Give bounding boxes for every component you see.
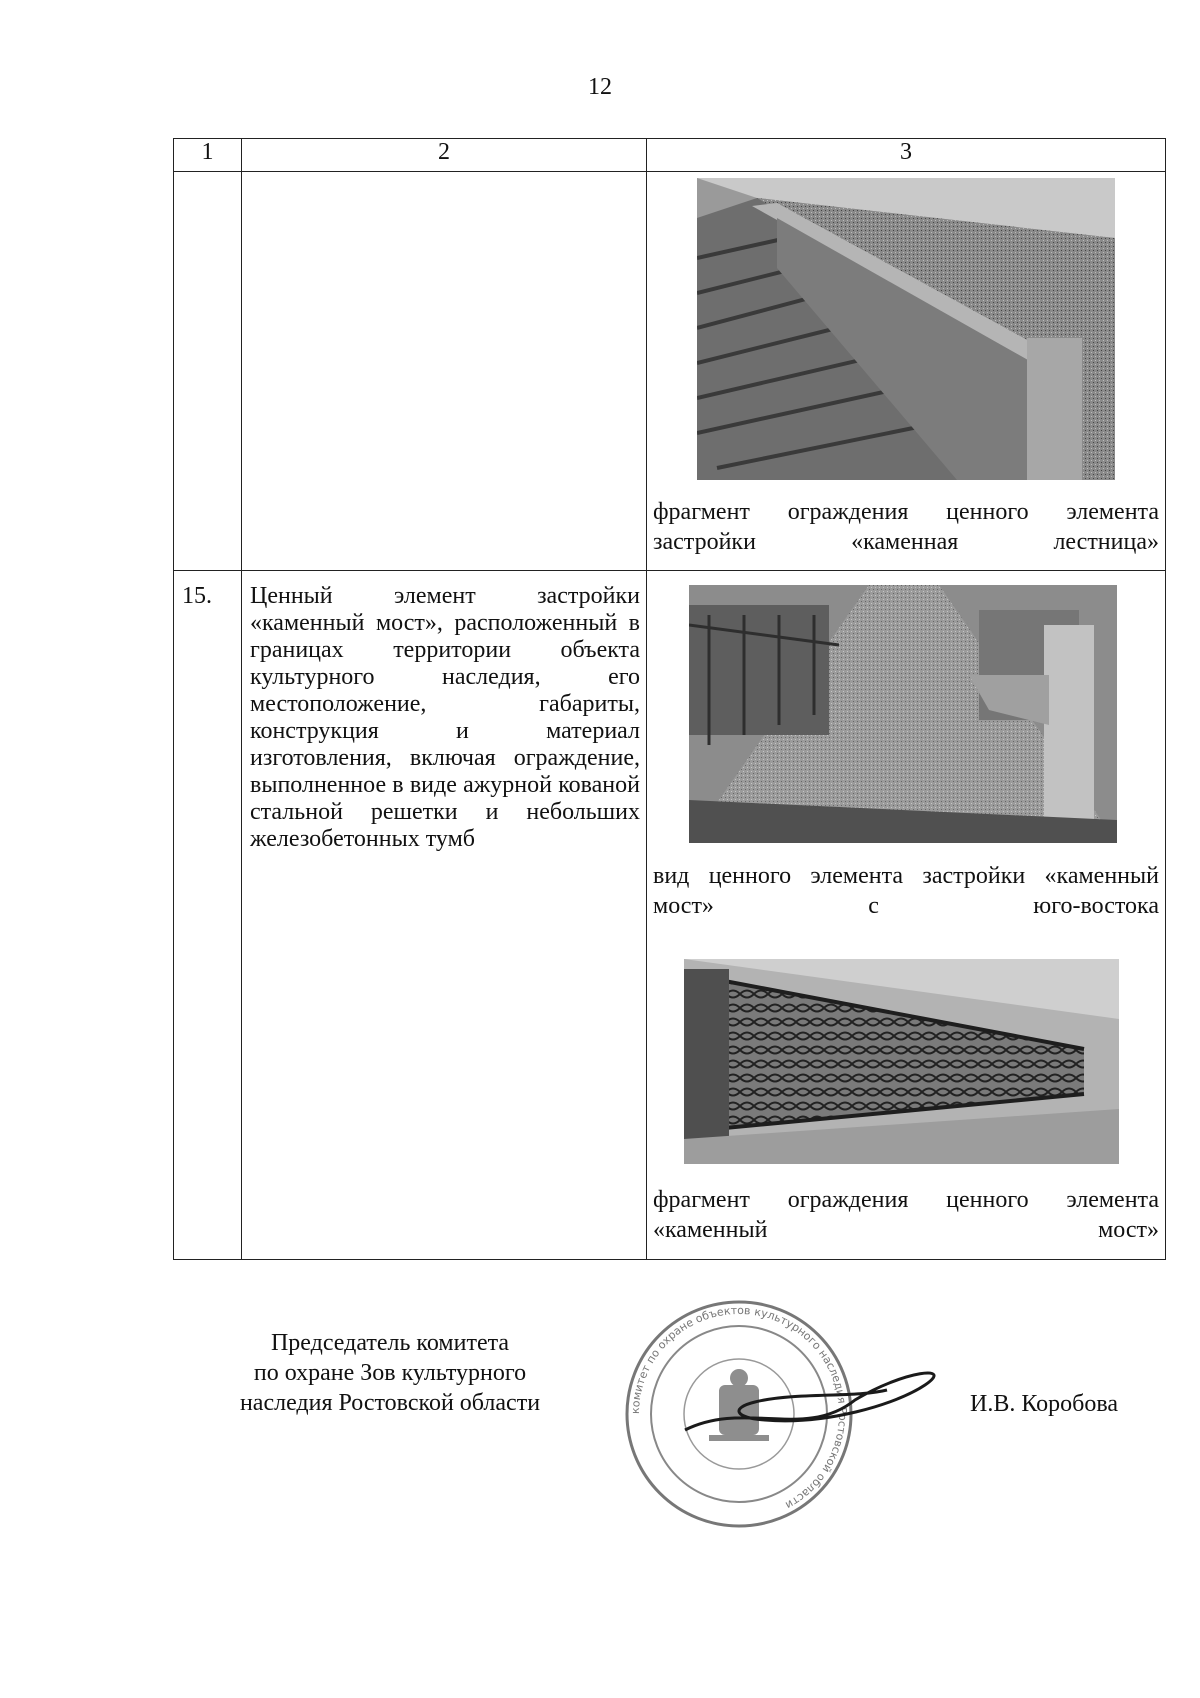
row14-description-cell	[242, 172, 647, 571]
stone-bridge-photo	[689, 585, 1117, 843]
row15-number: 15.	[182, 583, 212, 609]
position-line: наследия Ростовской области	[239, 1390, 541, 1416]
page-number: 12	[588, 74, 612, 100]
row15-description-cell	[242, 571, 647, 1260]
row14-caption: фрагмент ограждения ценного элемента застройки «каменная лестница»	[653, 499, 1159, 555]
position-line: по охране Зов культурного	[253, 1360, 527, 1386]
row15-photo-cell	[647, 571, 1166, 1260]
signatory-position	[200, 1328, 580, 1418]
position-line: Председатель комитета	[270, 1330, 510, 1356]
bridge-railing-photo	[684, 959, 1119, 1164]
row15-number-cell	[174, 571, 242, 1260]
row14-number-cell	[174, 172, 242, 571]
official-seal-with-signature	[625, 1290, 970, 1538]
row15-caption-2: фрагмент ограждения ценного элемента «каменный мост»	[653, 1187, 1159, 1243]
signatory-name: И.В. Коробова	[970, 1391, 1119, 1417]
heritage-table	[173, 138, 1166, 1260]
row15-description: Ценный элемент застройки «каменный мост», расположенный в границах территории объекта культурного наследия, его местоположение, габариты, конструкция и материал изготовления, включая ограждение, выполненное в виде ажурной кованой стальной решетки и небольших железобетонных тумб	[250, 583, 640, 852]
col-header-2: 2	[242, 139, 647, 172]
table-header-row	[174, 139, 1166, 172]
row14-photo-cell	[647, 172, 1166, 571]
table-row	[174, 571, 1166, 1260]
col-header-3: 3	[647, 139, 1166, 172]
seal-text: комитет по охране объектов культурного наследия Ростовской области	[628, 1303, 850, 1512]
stone-staircase-photo	[697, 178, 1115, 480]
col-header-1: 1	[174, 139, 242, 172]
table-row	[174, 172, 1166, 571]
row15-caption-1: вид ценного элемента застройки «каменный мост» с юго-востока	[653, 863, 1159, 919]
